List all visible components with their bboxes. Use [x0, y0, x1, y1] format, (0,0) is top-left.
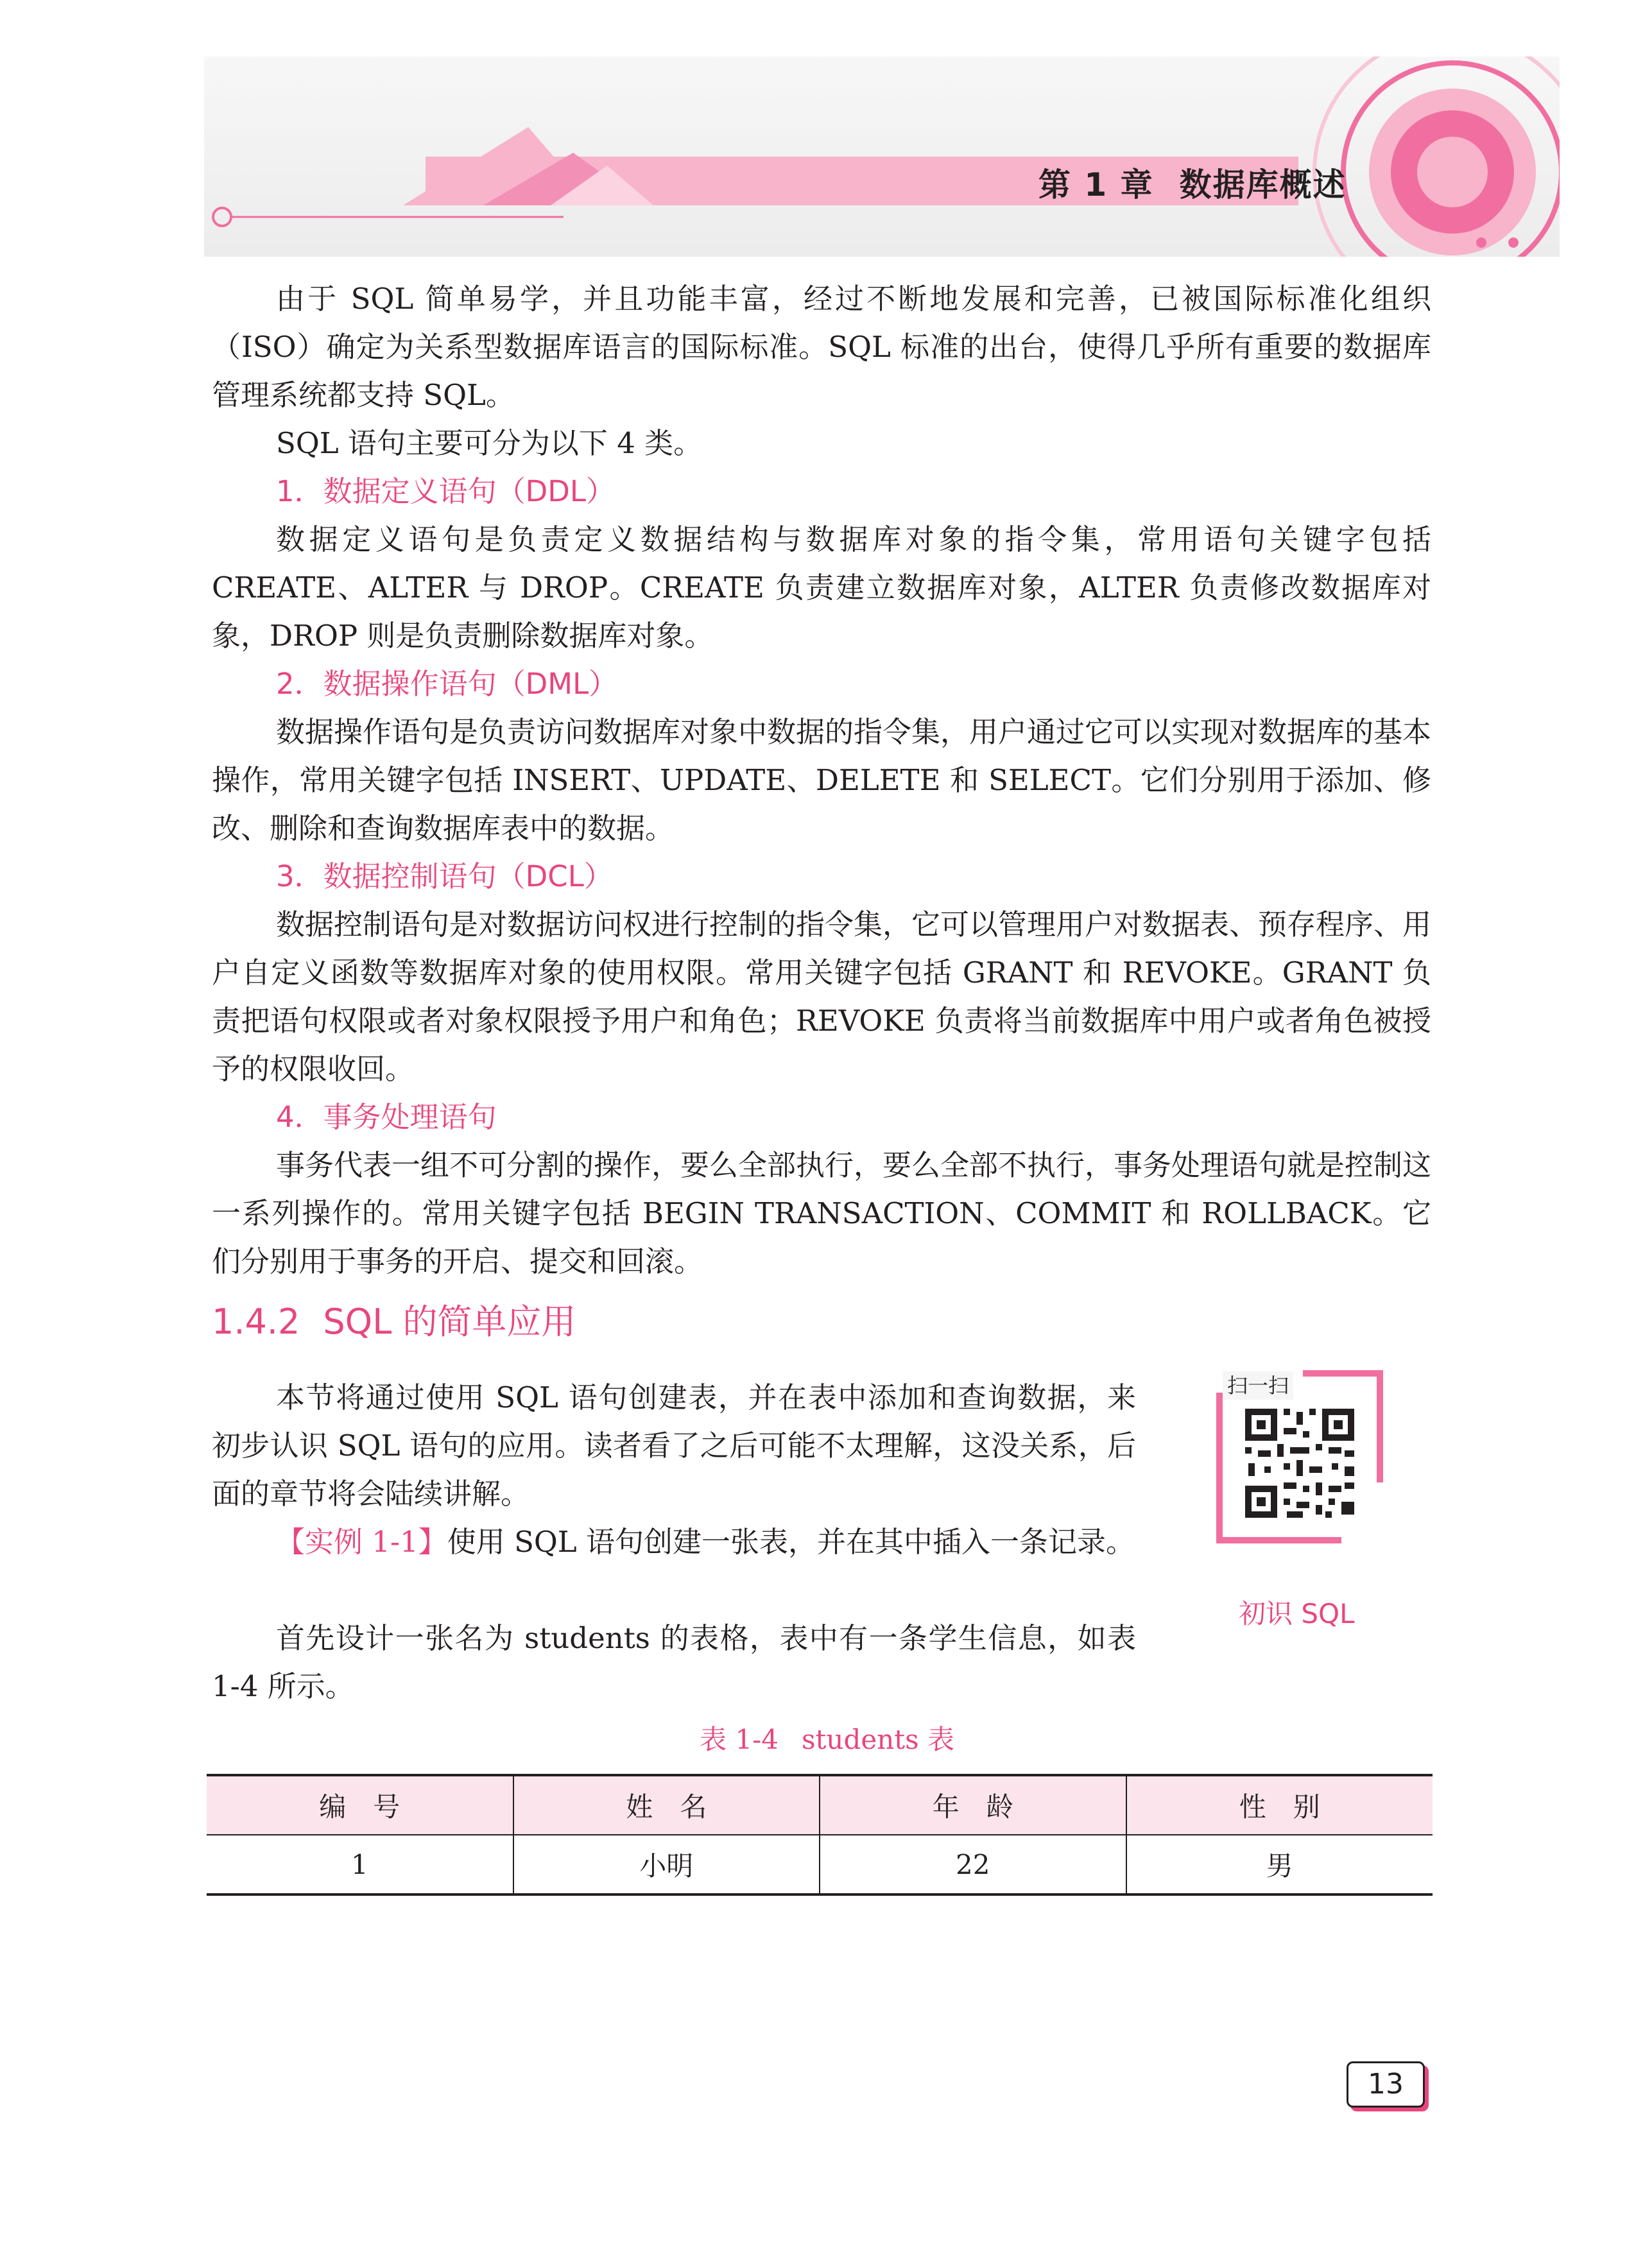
cell-age: 22	[820, 1835, 1126, 1894]
transaction-heading: 4．事务处理语句	[276, 1100, 497, 1134]
table-caption-number: 表 1-4	[700, 1724, 779, 1755]
chapter-header-band	[204, 56, 1560, 257]
header-age: 年 龄	[820, 1775, 1126, 1835]
page-number: 13	[1347, 2061, 1425, 2108]
header-name: 姓 名	[513, 1775, 820, 1835]
header-decoration	[204, 56, 1560, 257]
section-intro: 本节将通过使用 SQL 语句创建表，并在表中添加和查询数据，来初步认识 SQL 语句的应用。读者看了之后可能不太理解，这没关系，后面的章节将会陆续讲解。	[212, 1380, 1136, 1511]
section-number: 1.4.2	[212, 1302, 300, 1342]
chapter-label: 第 1 章	[1038, 166, 1154, 203]
chapter-title	[1038, 159, 1347, 205]
header-id: 编 号	[207, 1775, 513, 1835]
cell-name: 小明	[513, 1835, 820, 1894]
qr-pattern	[1242, 1405, 1357, 1521]
dcl-heading: 3．数据控制语句（DCL）	[276, 859, 613, 893]
transaction-body: 事务代表一组不可分割的操作，要么全部执行，要么全部不执行，事务处理语句就是控制这一系列操作的。常用关键字包括 BEGIN TRANSACTION、COMMIT 和 ROLLBACK。它们分别用于事务的开启、提交和回滚。	[212, 1148, 1432, 1278]
scan-tag: 扫一扫	[1223, 1371, 1293, 1400]
dcl-body: 数据控制语句是对数据访问权进行控制的指令集，它可以管理用户对数据表、预存程序、用户自定义函数等数据库对象的使用权限。常用关键字包括 GRANT 和 REVOKE。GRANT 负责把语句权限或者对象权限授予用户和角色；REVOKE 负责将当前数据库中用户或者角色被授予的权限收回。	[212, 907, 1432, 1086]
header-gender: 性 别	[1126, 1775, 1433, 1835]
qr-caption: 初识 SQL	[1239, 1598, 1355, 1629]
table-caption	[700, 1719, 954, 1757]
categories-intro: SQL 语句主要可分为以下 4 类。	[276, 426, 703, 460]
example-label: 【实例 1-1】	[276, 1525, 447, 1559]
example-paragraph	[212, 1518, 1136, 1566]
ddl-heading: 1．数据定义语句（DDL）	[276, 474, 616, 508]
cell-id: 1	[350, 1848, 368, 1880]
design-paragraph: 首先设计一张名为 students 的表格，表中有一条学生信息，如表 1-4 所示。	[212, 1621, 1136, 1703]
cell-gender: 男	[1126, 1835, 1433, 1894]
intro-paragraph: 由于 SQL 简单易学，并且功能丰富，经过不断地发展和完善，已被国际标准化组织（ISO）确定为关系型数据库语言的国际标准。SQL 标准的出台，使得几乎所有重要的数据库管理系统都支持 SQL。	[212, 282, 1431, 412]
dml-body: 数据操作语句是负责访问数据库对象中数据的指令集，用户通过它可以实现对数据库的基本操作，常用关键字包括 INSERT、UPDATE、DELETE 和 SELECT。它们分别用于添加、修改、删除和查询数据库表中的数据。	[212, 715, 1432, 845]
table-header-row	[207, 1775, 1433, 1835]
example-text: 使用 SQL 语句创建一张表，并在其中插入一条记录。	[447, 1525, 1135, 1559]
section-heading	[212, 1296, 576, 1348]
dml-heading: 2．数据操作语句（DML）	[276, 667, 618, 701]
ddl-body: 数据定义语句是负责定义数据结构与数据库对象的指令集，常用语句关键字包括 CREATE、ALTER 与 DROP。CREATE 负责建立数据库对象，ALTER 负责修改数据库对象，DROP 则是负责删除数据库对象。	[212, 522, 1431, 653]
students-table	[207, 1774, 1433, 1896]
table-caption-title: students 表	[802, 1724, 955, 1755]
table-row	[207, 1835, 1433, 1894]
section-title: SQL 的简单应用	[323, 1302, 576, 1342]
chapter-name: 数据库概述	[1179, 166, 1347, 203]
